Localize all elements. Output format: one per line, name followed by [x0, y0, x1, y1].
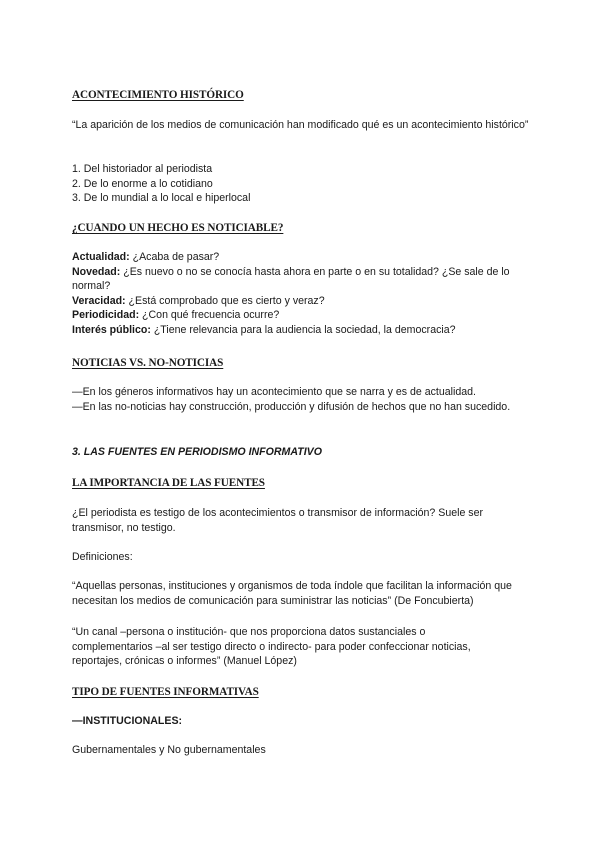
paragraph-testigo: ¿El periodista es testigo de los acontecimientos o transmisor de información? Suele ser transmisor, no testigo. — [72, 507, 484, 534]
heading-noticias-vs: NOTICIAS VS. NO-NOTICIAS — [72, 357, 224, 369]
criterion-text: ¿Es nuevo o no se conocía hasta ahora en parte o en su totalidad? ¿Se sale de lo normal? — [72, 265, 510, 293]
criterion-term: Periodicidad: — [72, 309, 140, 322]
paragraph-gubernamentales: Gubernamentales y No gubernamentales — [72, 744, 266, 756]
list-item: 2. De lo enorme a lo cotidiano — [72, 177, 213, 190]
heading-tipo-fuentes: TIPO DE FUENTES INFORMATIVAS — [72, 686, 259, 698]
numbered-list — [72, 162, 542, 206]
list-item: 3. De lo mundial a lo local e hiperlocal — [72, 192, 251, 205]
noticias-line: —En las no-noticias hay construcción, producción y difusión de hechos que no han sucedido. — [72, 400, 511, 413]
criterion-veracidad — [72, 294, 532, 309]
noticias-line: —En los géneros informativos hay un acontecimiento que se narra y es de actualidad. — [72, 386, 476, 398]
criterion-text: ¿Tiene relevancia para la audiencia la sociedad, la democracia? — [150, 323, 456, 336]
criteria-list — [72, 250, 532, 338]
heading-noticiable: ¿CUANDO UN HECHO ES NOTICIABLE? — [72, 222, 284, 234]
definiciones-label: Definiciones: — [72, 551, 133, 563]
criterion-term: Novedad: — [72, 265, 121, 278]
quote-acontecimiento: “La aparición de los medios de comunicación han modificado qué es un acontecimiento histórico” — [72, 119, 529, 131]
criterion-term: Actualidad: — [72, 251, 130, 263]
heading-importancia-fuentes: LA IMPORTANCIA DE LAS FUENTES — [72, 477, 265, 489]
criterion-periodicidad — [72, 308, 532, 323]
criterion-term: Veracidad: — [72, 294, 126, 307]
criterion-term: Interés público: — [72, 323, 151, 336]
criterion-text: ¿Acaba de pasar? — [129, 251, 220, 263]
criterion-actualidad — [72, 250, 532, 265]
heading-acontecimiento: ACONTECIMIENTO HISTÓRICO — [72, 89, 244, 101]
heading-institucionales: —INSTITUCIONALES: — [72, 715, 183, 727]
criterion-text: ¿Está comprobado que es cierto y veraz? — [125, 294, 325, 307]
criterion-interes-publico — [72, 323, 532, 338]
criterion-novedad — [72, 265, 532, 294]
criterion-text: ¿Con qué frecuencia ocurre? — [139, 309, 280, 322]
noticias-paragraph — [72, 385, 517, 414]
definition-lopez: “Un canal –persona o institución- que nos proporciona datos sustanciales o complementarios –al ser testigo directo o indirecto- para poder confeccionar noticias, reportajes, crónicas o informes” (Manuel López) — [72, 626, 471, 668]
definition-foncubierta: “Aquellas personas, instituciones y organismos de toda índole que facilitan la información que necesitan los medios de comunicación para suministrar las noticias” (De Foncubierta) — [72, 580, 512, 607]
section-heading-fuentes: 3. LAS FUENTES EN PERIODISMO INFORMATIVO — [72, 446, 322, 458]
list-item: 1. Del historiador al periodista — [72, 163, 213, 175]
